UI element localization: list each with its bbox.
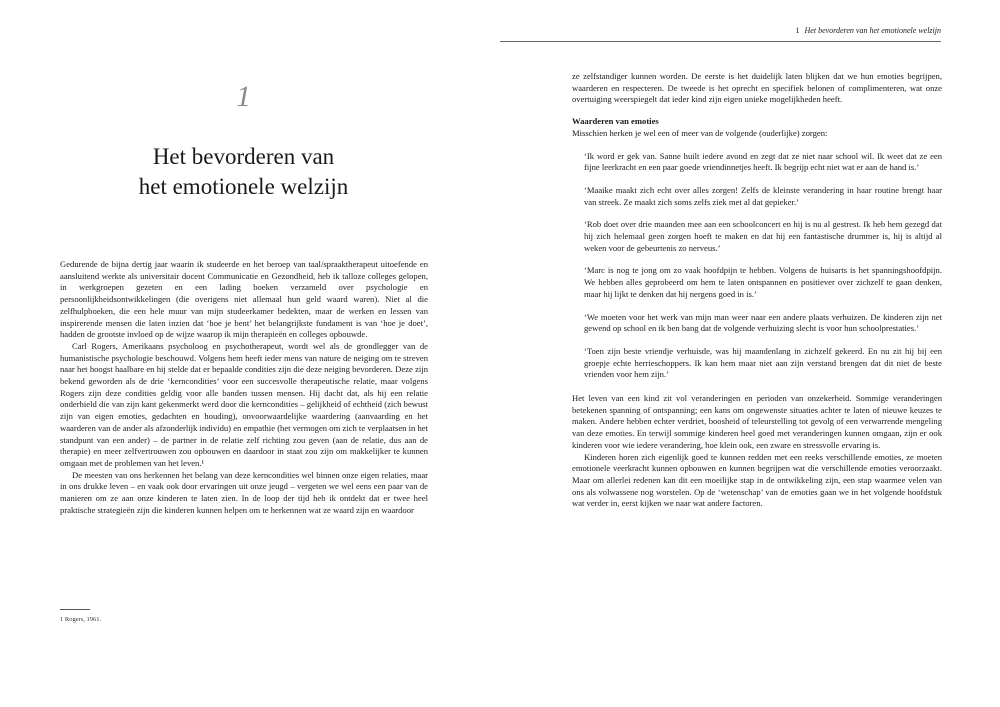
left-body-text	[60, 259, 428, 516]
paragraph: Carl Rogers, Amerikaans psycholoog en psychotherapeut, wordt wel als de grondlegger van de humanistische psychologie beschouwd. Volgens hem heeft ieder mens van nature de neiging om te streven naar het hoogst haalbare en hij stelde dat er bepaalde condities zijn die deze neiging bevorderen. Deze zijn bekend geworden als de drie ‘kerncondities’ voor een succesvolle therapeutische relatie, maar volgens Rogers zijn deze condities geldig voor alle banden tussen mensen. Hij dacht dat, als hij een relatie onderhield die van zijn kant gekenmerkt werd door die kerncondities – gelijkheid of echtheid (zich bewust zijn van eigen emoties, gedachten en houding), onvoorwaardelijke waardering (aanvaarding en het waarderen van de ander als afzonderlijk individu) en empathie (het vermogen om zich te verplaatsen in het standpunt van een ander) – de partner in de relatie zelf richting zou geven (aan de relatie, dus aan de therapie) en meer zelfvertrouwen zou opbouwen en daardoor in staat zou zijn om makkelijker te kunnen omgaan met de problemen van het leven.¹	[60, 340, 428, 468]
right-body-text	[572, 71, 942, 510]
quote-item: ‘Maaike maakt zich echt over alles zorgen! Zelfs de kleinste verandering in haar routine brengt haar van streek. Ze maakt zich soms zelfs ziek met al dat gepieker.’	[584, 184, 942, 207]
quote-list	[584, 151, 942, 382]
quote-item: ‘Rob doet over drie maanden mee aan een schoolconcert en hij is nu al gestrest. Ik heb hem gezegd dat hij zich helemaal geen zorgen hoeft te maken en dat hij een fantastische drummer is, hij is altijd al weken voor de gebeurtenis zo nerveus.’	[584, 219, 942, 253]
quote-item: ‘Marc is nog te jong om zo vaak hoofdpijn te hebben. Volgens de huisarts is het spanningshoofdpijn. We hebben alles geprobeerd om hem te laten ontspannen en positiever over zichzelf te gaan denken, maar hij lijkt te denken dat hij nergens goed in is.’	[584, 265, 942, 299]
running-head-number: 1	[795, 26, 800, 35]
paragraph: Het leven van een kind zit vol veranderingen en perioden van onzekerheid. Sommige veranderingen betekenen spanning of ontspanning; een kans om ongewenste situaties achter te laten of nieuwe keuzes te maken. Andere hebben echter verdriet, boosheid of teleurstelling tot gevolg of een verwarrende mengeling van deze emoties. En terwijl sommige kinderen heel goed met veranderingen kunnen omgaan, zijn er ook kinderen voor wie iedere verandering, hoe klein ook, een zware en stressvolle ervaring is.	[572, 393, 942, 450]
paragraph: De meesten van ons herkennen het belang van deze kerncondities wel binnen onze eigen relaties, maar in ons drukke leven – en vaak ook door ervaringen uit onze jeugd – vergeten we wel eens een paar van de manieren om ze aan onze kinderen te laten zien. In de loop der tijd heb ik ontdekt dat er twee heel praktische strategieën zijn die kinderen kunnen helpen om te herkennen wat ze waard zijn en waardoor	[60, 469, 428, 515]
right-page	[500, 0, 1000, 707]
quote-item: ‘We moeten voor het werk van mijn man weer naar een andere plaats verhuizen. De kinderen zijn net gewend op school en ik ben bang dat de volgende verhuizing slecht is voor hun schoolprestaties.’	[584, 311, 942, 334]
header-divider	[500, 41, 941, 42]
quote-item: ‘Toen zijn beste vriendje verhuisde, was hij maandenlang in zichzelf gekeerd. En nu zit hij bij een groepje echte herrieschoppers. Ik kan hem maar niet aan zijn verstand brengen dat dit niet de beste vrienden voor hem zijn.’	[584, 345, 942, 380]
section-heading: Waarderen van emoties	[572, 116, 659, 127]
footnote-divider	[60, 609, 90, 610]
running-head	[796, 26, 941, 35]
paragraph: ze zelfstandiger kunnen worden. De eerste is het duidelijk laten blijken dat we hun emoties begrijpen, waarderen en respecteren. De tweede is het oprecht en specifiek belonen of complimenteren, wat onze overtuiging weerspiegelt dat ieder kind zijn eigen unieke mogelijkheden heeft.	[572, 71, 942, 105]
paragraph: Kinderen horen zich eigenlijk goed te kunnen redden met een reeks verschillende emoties, ze moeten emotionele veerkracht kunnen opbouwen en kunnen begrijpen wat die verschillende emoties veroorzaakt. Maar om allerlei redenen kan dit een moeilijke stap in de ontwikkeling zijn, een stap waarmee velen van ons als volwassene nog worstelen. Op de ‘wetenschap’ van de emoties gaan we in het volgende hoofdstuk wat verder in, eerst kijken we naar wat andere factoren.	[572, 451, 942, 509]
closing-text	[572, 393, 942, 510]
quote-item: ‘Ik word er gek van. Sanne huilt iedere avond en zegt dat ze niet naar school wil. Ik weet dat ze een fijne leerkracht en een paar goede vriendinnetjes heeft. Ik begrijp echt niet wat er aan de hand is.’	[584, 150, 942, 173]
chapter-number: 1	[236, 80, 251, 113]
chapter-title	[0, 142, 487, 202]
chapter-title-line-2: het emotionele welzijn	[138, 174, 349, 199]
footnote: 1 Rogers, 1961.	[60, 616, 102, 623]
section-intro: Misschien herken je wel een of meer van de volgende (ouderlijke) zorgen:	[572, 127, 828, 138]
chapter-title-line-1: Het bevorderen van	[152, 144, 335, 169]
paragraph: Gedurende de bijna dertig jaar waarin ik studeerde en het beroep van taal/spraaktherapeut uitoefende en aansluitend werkte als universitair docent Communicatie en Gezondheid, heb ik talloze colleges gelopen, in werkgroepen gezeten en een lading boeken verzameld over psychologie en persoonlijkheidsontwikkelingen (die overigens niet allemaal hun geld waard waren). Niet al die zelfhulpboeken, die een hele muur van mijn studeerkamer bedekten, maar de werken en lessen van inspirerende mensen die laten inzien dat ‘hoe je bent’ het belangrijkste fundament is van ‘hoe je doet’, hadden de grootste invloed op de wijze waarop ik mijn therapieën en colleges opbouwde.	[60, 259, 428, 340]
running-head-title: Het bevorderen van het emotionele welzijn	[804, 26, 941, 35]
